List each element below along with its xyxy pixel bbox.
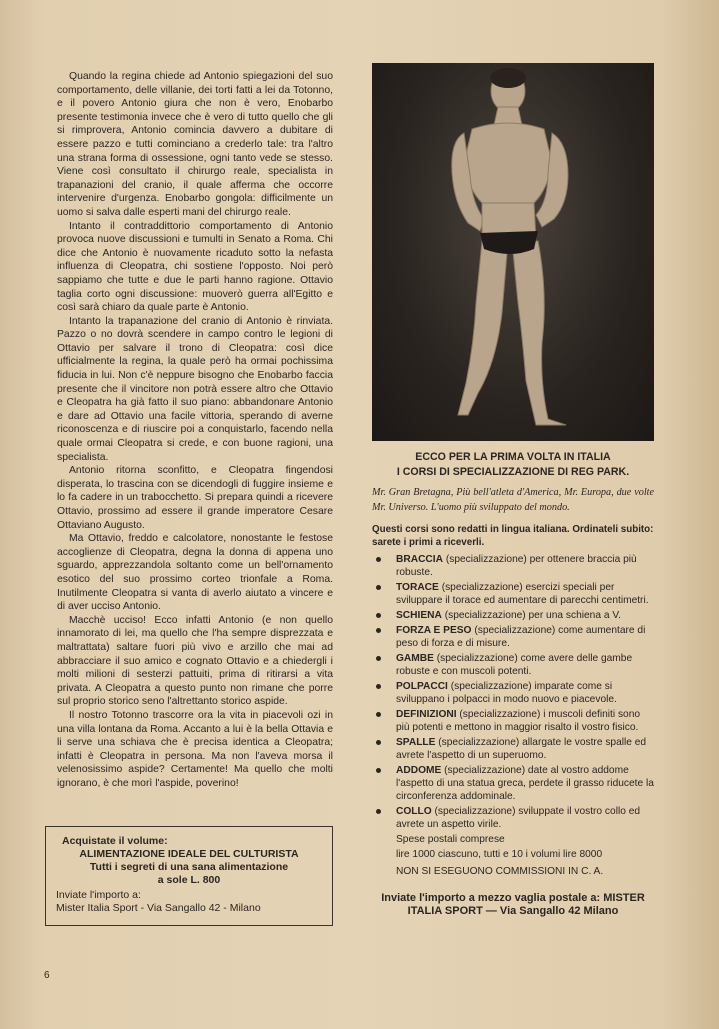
course-name: SPALLE [396, 737, 436, 748]
course-desc: (specializzazione) i muscoli definiti sono più potenti e mettono in maggior risalto il vostro fisico. [396, 709, 641, 733]
book-ad-box [45, 826, 333, 926]
course-name: FORZA E PESO [396, 625, 472, 636]
bullet-icon [376, 768, 381, 773]
course-name: SCHIENA [396, 610, 442, 621]
ad-intro: Questi corsi sono redatti in lingua italiana. Ordinateli subito: sarete i primi a riceverli. [372, 524, 654, 548]
course-list [372, 553, 654, 831]
course-name: COLLO [396, 806, 432, 817]
course-name: ADDOME [396, 765, 442, 776]
course-item [372, 764, 654, 803]
course-desc: (specializzazione) sviluppate il vostro collo ed avrete un aspetto virile. [396, 806, 641, 830]
shipping-note: Spese postali comprese [396, 834, 505, 845]
course-item [372, 609, 654, 622]
article-paragraph: Quando la regina chiede ad Antonio spiegazioni del suo comportamento, delle villanie, dei torti fatti a lei da Totonno, e il povero Antonio giura che non è vero, Enobarbo presente testimonia invece che è vero di tutto quello che gli si rimprovera, Antonio comincia davvero a dubitare di essere pazzo e tutti cominciano a crederlo tale: tra l'altro una strana forma di ossessione, ogni tanto vede se stesso. Viene così consultato il chirurgo reale, specialista in trapanazioni del cranio, il quale afferma che occorre intervenire d'urgenza. Enobarbo gongola: difficilmente un uomo si salva dalle esperti mani del chirurgo reale. [57, 71, 333, 218]
article-paragraph: Intanto il contraddittorio comportamento di Antonio provoca nuove discussioni e tumulti in Senato a Roma. Chi dice che Antonio è nuovamente ricaduto sotto la nefasta influenza di Cleopatra, chi sostiene l'opposto. Noi però sappiamo che tutte e due le parti hanno ragione. Ottavio taglia corto ogni discussione: muoverò guerra all'Egitto e così sarà chiaro da quale parte è Antonio. [57, 220, 333, 314]
bullet-icon [376, 809, 381, 814]
bullet-icon [376, 712, 381, 717]
ad-headline: I CORSI DI SPECIALIZZAZIONE DI REG PARK. [396, 466, 630, 478]
course-name: POLPACCI [396, 681, 448, 692]
book-ad-title: ALIMENTAZIONE IDEALE DEL CULTURISTA [79, 848, 299, 860]
course-desc: (specializzazione) allargate le vostre spalle ed avrete l'aspetto di un superuomo. [396, 737, 647, 761]
bullet-icon [376, 684, 381, 689]
course-name: BRACCIA [396, 554, 443, 565]
course-item [372, 708, 654, 734]
course-desc: (specializzazione) per ottenere braccia più robuste. [396, 554, 637, 578]
course-desc: (specializzazione) esercizi speciali per sviluppare il torace ed aumentare di parecchi centimetri. [396, 582, 649, 606]
ad-headline: ECCO PER LA PRIMA VOLTA IN ITALIA [415, 451, 611, 463]
no-cod-note: NON SI ESEGUONO COMMISSIONI IN C. A. [396, 866, 604, 877]
course-desc: (specializzazione) come avere delle gambe robuste e con muscoli potenti. [396, 653, 633, 677]
course-item [372, 736, 654, 762]
book-ad-line: Tutti i segreti di una sana alimentazione [89, 861, 289, 873]
course-item [372, 805, 654, 831]
course-desc: (specializzazione) come aumentare di peso di forza e di misure. [396, 625, 646, 649]
ad-column [372, 450, 654, 918]
course-name: DEFINIZIONI [396, 709, 457, 720]
course-item [372, 652, 654, 678]
bullet-icon [376, 613, 381, 618]
article-paragraph: Il nostro Totonno trascorre ora la vita in piacevoli ozi in una villa lontana da Roma. Accanto a lui è la bella Ottavia e li serve una schiava che è precisa identica a Cleopatra; infatti è Cleopatra in persona. Ma non l'aveva morsa il velenosissimo aspide? Certamente! Ma quello che molti ignorano, è che morì l'aspide, poverino! [57, 709, 333, 789]
book-ad-order: Inviate l'importo a: [56, 889, 141, 901]
bullet-icon [376, 740, 381, 745]
bullet-icon [376, 585, 381, 590]
course-item [372, 624, 654, 650]
bodybuilder-silhouette [372, 63, 654, 441]
course-desc: (specializzazione) imparate come si sviluppano i polpacci in modo nuovo e piacevole. [396, 681, 617, 705]
article-paragraph: Ma Ottavio, freddo e calcolatore, nonostante le festose accoglienze di Cleopatra, degna la donna di appena uno sguardo, apprezzandola soltanto come un bell'ornamento esotico del suo prossimo corteo trionfale a Roma. Inutilmente Cleopatra si vanta di averlo aiutato a vincere e di aver ucciso Antonio. [57, 533, 333, 613]
course-name: GAMBE [396, 653, 434, 664]
bullet-icon [376, 656, 381, 661]
course-desc: (specializzazione) date al vostro addome l'aspetto di una statua greca, perdete il grasso riducete la circonferenza addominale. [396, 765, 654, 802]
course-item [372, 553, 654, 579]
payment-instructions: Inviate l'importo a mezzo vaglia postale a: MISTER ITALIA SPORT — Via Sangallo 42 Milano [381, 892, 645, 917]
bullet-icon [376, 557, 381, 562]
course-desc: (specializzazione) per una schiena a V. [444, 610, 622, 621]
course-name: TORACE [396, 582, 439, 593]
book-ad-line: Acquistate il volume: [62, 835, 168, 847]
course-item [372, 581, 654, 607]
ad-caption: Mr. Gran Bretagna, Più bell'atleta d'America, Mr. Europa, due volte Mr. Universo. L'uomo più sviluppato del mondo. [372, 487, 654, 513]
article-text [57, 70, 333, 790]
bodybuilder-photo [372, 63, 654, 441]
course-item [372, 680, 654, 706]
page-number: 6 [44, 970, 50, 981]
bullet-icon [376, 628, 381, 633]
book-ad-price: a sole L. 800 [157, 874, 221, 886]
price-line: lire 1000 ciascuno, tutti e 10 i volumi lire 8000 [396, 849, 603, 860]
book-ad-address: Mister Italia Sport - Via Sangallo 42 - Milano [56, 902, 261, 914]
article-paragraph: Antonio ritorna sconfitto, e Cleopatra fingendosi disperata, lo trascina con se dicendogli di fuggire insieme e lo fa cadere in un trabocchetto. Si prepara quindi a ricevere Ottavio, prossimo ad essere il grande imperatore Cesare Ottaviano Augusto. [57, 465, 333, 531]
article-paragraph: Macchè ucciso! Ecco infatti Antonio (e non quello innamorato di lei, ma quello che l'ha sempre disprezzata e maltrattata) saltare fuori più vivo e arzillo che mai ad abbracciare il suo amico e cognato Ottavio e a chiedergli i molti milioni di sesterzi pattuiti, prima di ritirarsi a vita privata. A Cleopatra a questo punto non rimane che porre sul proprio storico seno l'altrettanto storico aspide. [57, 614, 333, 708]
article-paragraph: Intanto la trapanazione del cranio di Antonio è rinviata. Pazzo o no dovrà scendere in campo contro le legioni di Ottavio per salvare il trono di Cleopatra: così dice ufficialmente la regina, la quale però ha ormai pochissima fiducia in lui. Non c'è neppure bisogno che Enobarbo faccia presente che il vincitore non potrà essere altro che Ottavio e Cleopatra ha già fatto il suo piano: abbandonare Antonio e dare ad Ottavio una facile vittoria, sperando di averne riconoscenza e di riuscire poi a conquistarlo, facendo nella quale ormai Cleopatra si crede, e con buone ragioni, una specialista. [57, 315, 333, 463]
